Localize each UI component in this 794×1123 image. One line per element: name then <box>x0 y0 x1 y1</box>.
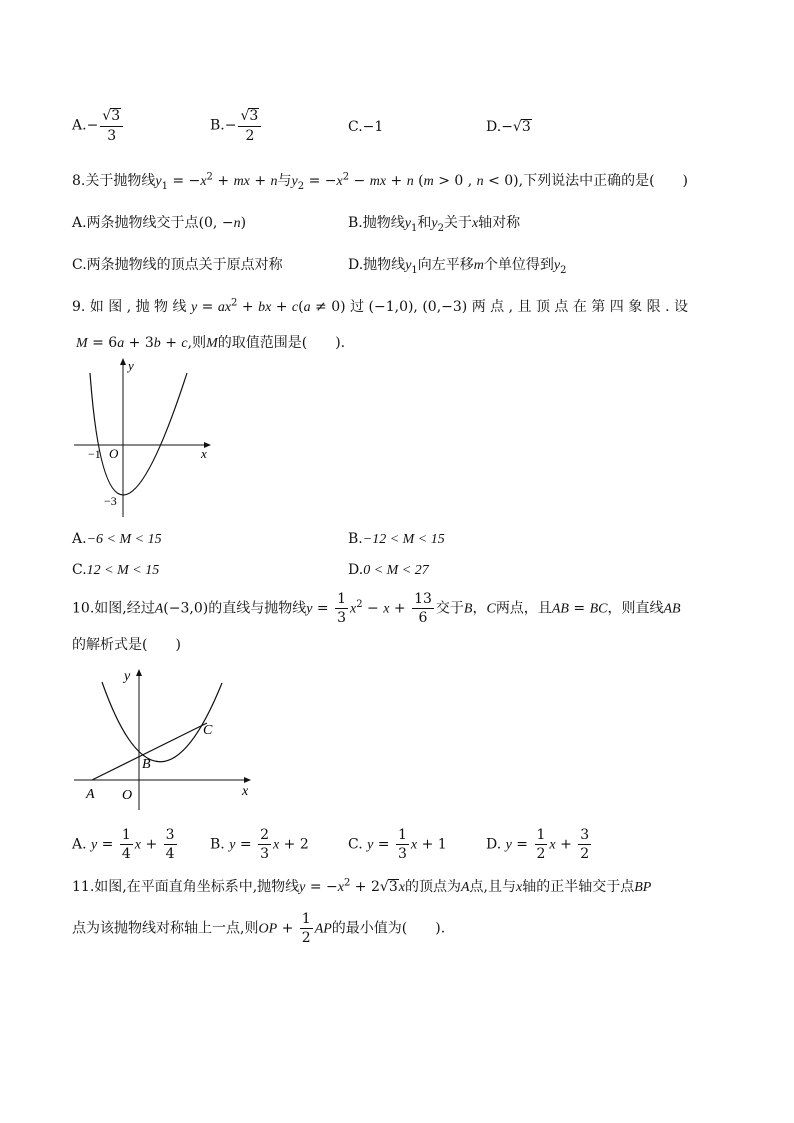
q10-stem-line2: 的解析式是( ) <box>72 637 181 653</box>
q8-option-b: B.抛物线$y_1$和$y_2$关于x轴对称 <box>348 215 521 234</box>
q9-option-a: A.−6 < M < 15 <box>72 531 162 547</box>
q9-option-d: D.0 < M < 27 <box>348 562 429 578</box>
q9-y-tick-label: −3 <box>104 494 117 508</box>
q9-parabola <box>90 373 187 495</box>
q11-stem-line1: 11.如图,在平面直角坐标系中,抛物线$y = -x^2 + 2√3x$的顶点为A点,且与x轴的正半轴交于点BP <box>72 877 652 895</box>
q9-origin-label: O <box>109 446 119 461</box>
q9-stem-line2: M = 6a + 3b + c,则M的取值范围是( ). <box>76 335 346 351</box>
q10-option-a: A. y = $\frac{1}{4}$ x + $\frac{3}{4}$ <box>72 827 175 862</box>
q9-y-label: y <box>128 358 134 373</box>
q11-stem-line2: 点为该抛物线对称轴上一点,则OP + $\frac{1}{2}$ AP的最小值为( ). <box>72 911 446 946</box>
q10-point-c-label: C <box>203 723 213 738</box>
q10-x-label: x <box>242 784 249 799</box>
q7-option-c: C.−1 <box>348 119 384 135</box>
q9-x-tick-label: −1 <box>88 447 101 461</box>
q7-option-d: D.−√3 <box>486 119 531 135</box>
q10-parabola <box>102 682 222 762</box>
q10-point-a-label: A <box>86 787 95 802</box>
q10-figure <box>70 665 260 810</box>
q8-option-d: D.抛物线$y_1$向左平移m个单位得到$y_2$ <box>348 257 567 276</box>
q7-option-a: A.− $\frac{√3}{3}$ <box>72 108 125 143</box>
q10-origin-label: O <box>122 788 133 803</box>
q10-y-label: y <box>124 669 131 684</box>
q10-option-c: C. y = $\frac{1}{3}$ x + 1 <box>348 827 447 862</box>
q10-stem-line1: 10.如图,经过A(−3,0)的直线与抛物线y = $\frac{1}{3}$ $x^2 - x$ + $\frac{13}{6}$ 交于B，C两点，且AB = BC，则直线AB <box>72 591 681 626</box>
q10-option-b: B. y = $\frac{2}{3}$ x + 2 <box>210 827 309 862</box>
q10-point-b-label: B <box>142 757 151 772</box>
q8-option-c: C.两条抛物线的顶点关于原点对称 <box>72 257 283 273</box>
q9-figure <box>70 355 220 525</box>
q9-option-b: B.−12 < M < 15 <box>348 531 445 547</box>
q10-option-d: D. y = $\frac{1}{2}$ x + $\frac{3}{2}$ <box>486 827 590 862</box>
q7-option-b: B.− $\frac{√3}{2}$ <box>210 108 263 143</box>
q8-option-a: A.两条抛物线交于点(0, −n) <box>72 215 247 231</box>
q9-option-c: C.12 < M < 15 <box>72 562 160 578</box>
q8-stem: 8.关于抛物线$y_1 = -x^2$ + mx + n与$y_2 = -x^2$ − mx + n (m > 0 , n < 0),下列说法中正确的是( ) <box>72 171 689 192</box>
q9-x-label: x <box>201 446 207 461</box>
q9-stem-line1: 9. 如 图 , 抛 物 线 $y = ax^2$ + bx + c(a ≠ 0) 过 (−1,0), (0,−3) 两 点 , 且 顶 点 在 第 四 象 限 . 设 <box>72 297 689 315</box>
